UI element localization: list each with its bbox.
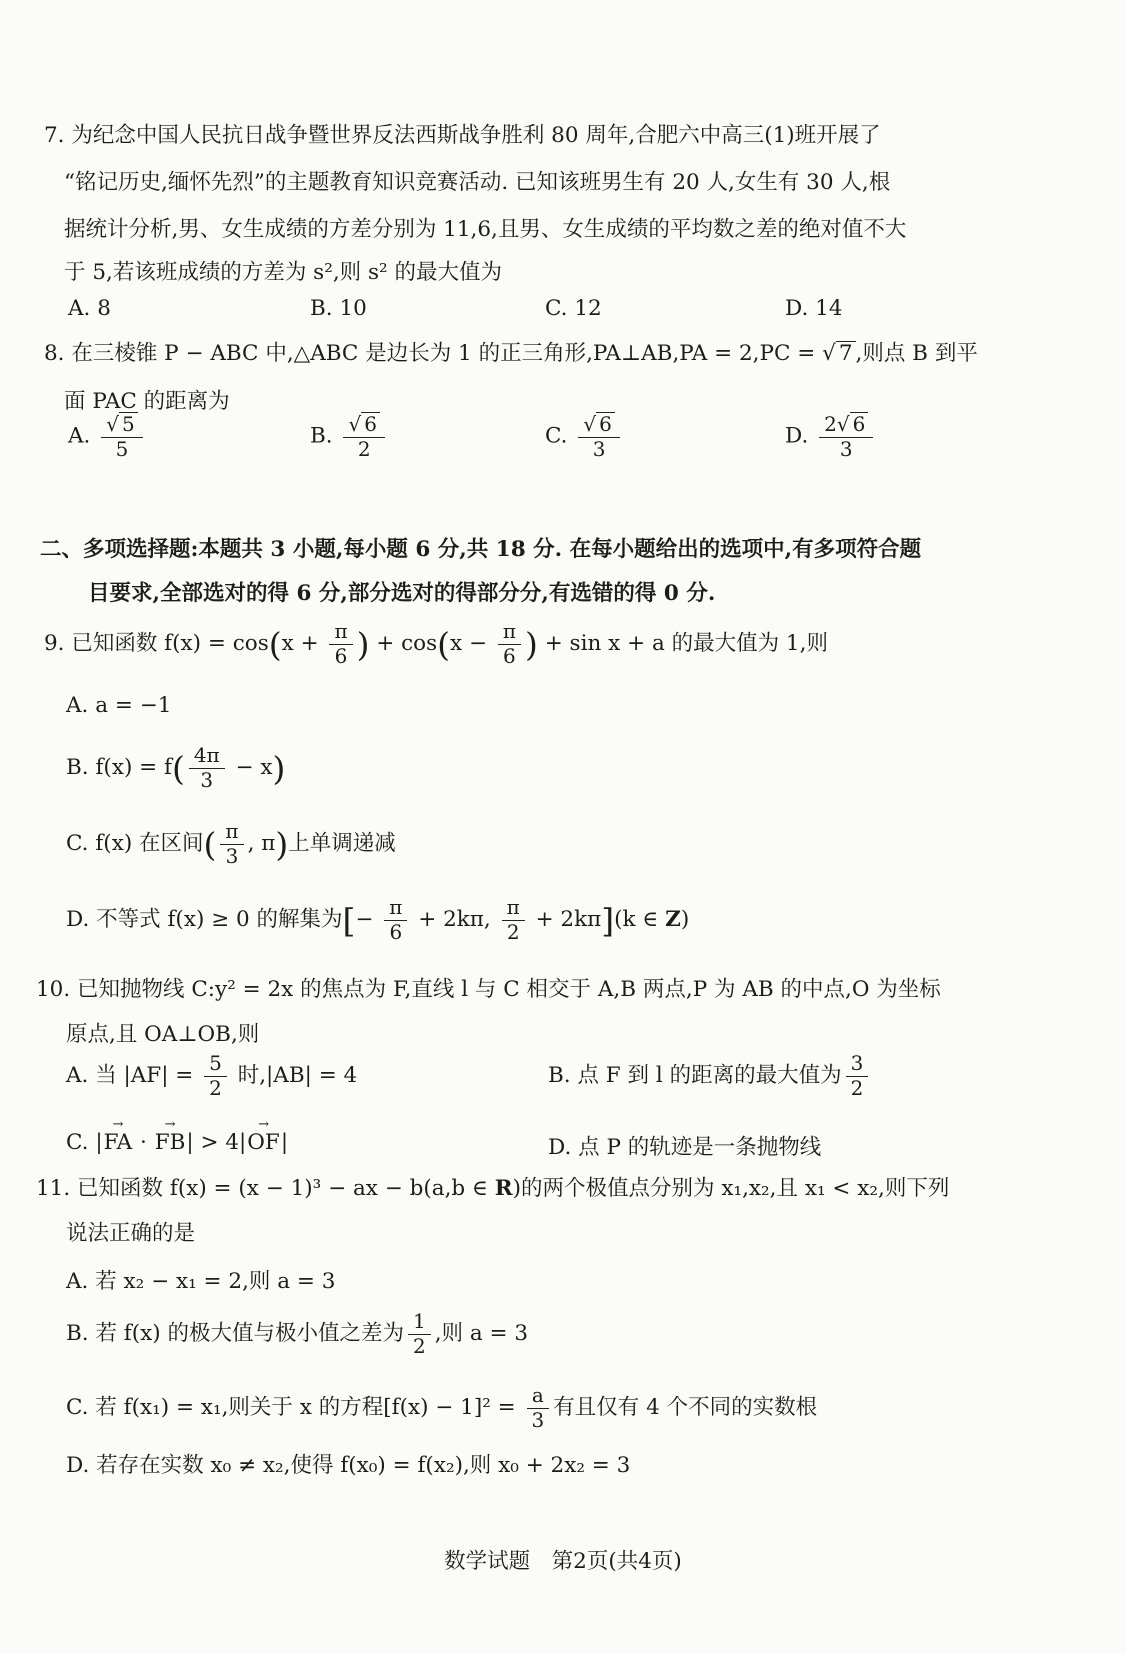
denominator: 6 (389, 919, 403, 944)
q11-option-b (66, 1310, 528, 1358)
q7-option-a: A. 8 (68, 296, 111, 321)
q8-option-a (68, 412, 147, 461)
fraction (408, 1310, 431, 1358)
q8-option-c (545, 412, 624, 461)
q10-options-row-1 (0, 1052, 1126, 1122)
numerator: π (329, 620, 352, 645)
q9-option-b (66, 744, 285, 792)
numerator: 5 (204, 1052, 227, 1077)
numerator: π (384, 896, 407, 921)
q7-line-1: 7. 为纪念中国人民抗日战争暨世界反法西斯战争胜利 80 周年,合肥六中高三(1)班开展了 (44, 123, 881, 148)
denominator: 2 (506, 919, 520, 944)
option-text: + 2kπ (528, 907, 602, 933)
sqrt-radical (822, 341, 855, 366)
denominator: 2 (209, 1075, 222, 1100)
option-text: A. 当 |AF| = (66, 1063, 201, 1089)
numerator: π (498, 620, 521, 645)
q7-line-2: “铭记历史,缅怀先烈”的主题教育知识竞赛活动. 已知该班男生有 20 人,女生有 30 人,根 (64, 170, 891, 195)
q8-text-a: 8. 在三棱锥 P − ABC 中,△ABC 是边长为 1 的正三角形,PA⊥AB,PA = 2,PC = (44, 341, 823, 366)
q11-line-2: 说法正确的是 (66, 1221, 196, 1246)
numerator: 5 (119, 412, 138, 435)
q7-line-3: 据统计分析,男、女生成绩的方差分别为 11,6,且男、女生成绩的平均数之差的绝对值不大 (64, 217, 907, 242)
fraction (578, 412, 619, 461)
denominator: 2 (850, 1075, 864, 1100)
q9-text-3: + cos (369, 631, 438, 657)
q9-stem (44, 620, 828, 668)
q9-option-d (66, 896, 689, 944)
q11-option-a: A. 若 x₂ − x₁ = 2,则 a = 3 (66, 1269, 336, 1294)
q7-line-4: 于 5,若该班成绩的方差为 s²,则 s² 的最大值为 (64, 260, 502, 285)
fraction (527, 1384, 550, 1432)
fraction (204, 1052, 227, 1100)
fraction (819, 412, 873, 461)
numerator: 6 (361, 412, 380, 435)
sqrt-radical (837, 412, 868, 436)
q8-line-1 (44, 340, 978, 368)
denominator: 3 (592, 436, 606, 461)
option-text: 时,|AB| = 4 (230, 1063, 358, 1089)
q8-option-d (785, 412, 877, 461)
fraction (329, 620, 352, 668)
q7-option-b: B. 10 (310, 296, 367, 321)
option-text: 上单调递减 (288, 831, 396, 857)
option-text: B. 点 F 到 l 的距离的最大值为 (548, 1063, 842, 1089)
fraction (101, 412, 142, 461)
numerator: π (220, 820, 243, 845)
q10-option-c (66, 1130, 288, 1155)
option-text: , π (247, 831, 276, 857)
denominator: 3 (200, 767, 214, 792)
denominator: 3 (531, 1407, 545, 1432)
q8-text-b: ,则点 B 到平 (855, 341, 978, 366)
denominator: 3 (225, 843, 239, 868)
option-text: C. f(x) 在区间 (66, 831, 204, 857)
section-2-header-line-2: 目要求,全部选对的得 6 分,部分选对的得部分分,有选错的得 0 分. (88, 581, 716, 606)
denominator: 3 (839, 436, 853, 461)
denominator: 5 (115, 436, 129, 461)
option-text: D. 不等式 f(x) ≥ 0 的解集为 (66, 907, 343, 933)
vector-FB: → FB (154, 1130, 187, 1155)
option-text: | (280, 1130, 289, 1155)
q7-option-d: D. 14 (785, 296, 843, 321)
option-label: C. (545, 423, 568, 449)
numerator: 6 (596, 412, 615, 435)
option-label: A. (68, 423, 91, 449)
q10-line-2: 原点,且 OA⊥OB,则 (66, 1022, 260, 1047)
option-text: (k ∈ (614, 907, 666, 933)
numerator: a (527, 1384, 549, 1409)
q11-text-a: 11. 已知函数 f(x) = (x − 1)³ − ax − b(a,b ∈ (36, 1176, 495, 1201)
denominator: 6 (334, 643, 348, 668)
fraction (846, 1052, 869, 1100)
coefficient: 2 (824, 412, 837, 436)
denominator: 2 (357, 436, 371, 461)
q9-text-4: x − (450, 631, 494, 657)
numerator: 1 (408, 1310, 431, 1335)
q11-line-1 (36, 1175, 949, 1203)
q9-text-5: + sin x + a 的最大值为 1,则 (537, 631, 828, 657)
option-text: B. f(x) = f (66, 755, 172, 781)
option-text: B. 若 f(x) 的极大值与极小值之差为 (66, 1321, 404, 1347)
page-footer: 数学试题 第2页(共4页) (444, 1549, 682, 1574)
option-text: − (355, 907, 381, 933)
option-text: C. | (66, 1130, 103, 1155)
q11-option-d: D. 若存在实数 x₀ ≠ x₂,使得 f(x₀) = f(x₂),则 x₀ + 2x₂ = 3 (66, 1453, 631, 1478)
q11-option-c (66, 1384, 817, 1432)
q10-option-d: D. 点 P 的轨迹是一条抛物线 (548, 1135, 822, 1160)
q8-option-b (310, 412, 389, 461)
option-text: 有且仅有 4 个不同的实数根 (553, 1395, 818, 1421)
option-text: + 2kπ, (411, 907, 498, 933)
option-text: | > 4| (186, 1130, 247, 1155)
fraction (384, 896, 407, 944)
q10-option-b (548, 1052, 872, 1100)
option-label: B. (310, 423, 333, 449)
fraction (502, 896, 525, 944)
q9-text-2: x + (281, 631, 326, 657)
option-label: D. (785, 423, 809, 449)
q8-radicand: 7 (836, 341, 856, 366)
sqrt-radical (348, 412, 379, 436)
q10-line-1: 10. 已知抛物线 C:y² = 2x 的焦点为 F,直线 l 与 C 相交于 A,B 两点,P 为 AB 的中点,O 为坐标 (36, 977, 941, 1002)
q11-text-b: )的两个极值点分别为 x₁,x₂,且 x₁ < x₂,则下列 (512, 1176, 950, 1201)
fraction (189, 744, 225, 792)
q9-text-1: 9. 已知函数 f(x) = cos (44, 631, 269, 657)
integer-set-symbol: Z (665, 907, 681, 933)
vector-OF: → OF (246, 1130, 281, 1155)
denominator: 2 (413, 1333, 426, 1358)
real-set-symbol: R (494, 1176, 513, 1201)
sqrt-radical (106, 412, 137, 436)
q9-option-a: A. a = −1 (66, 693, 172, 718)
option-text: − x (228, 755, 273, 781)
numerator: 4π (189, 744, 225, 769)
sqrt-radical (583, 412, 614, 436)
q9-option-c (66, 820, 396, 868)
q8-options (0, 412, 1126, 482)
fraction (343, 412, 384, 461)
option-text: C. 若 f(x₁) = x₁,则关于 x 的方程[f(x) − 1]² = (66, 1395, 523, 1421)
denominator: 6 (503, 643, 516, 668)
q7-option-c: C. 12 (545, 296, 602, 321)
fraction (220, 820, 243, 868)
vector-FA: → FA (103, 1130, 134, 1155)
numerator: 3 (846, 1052, 869, 1077)
option-text: ,则 a = 3 (434, 1321, 529, 1347)
option-text: ) (680, 907, 690, 933)
option-text: · (133, 1130, 154, 1155)
fraction (498, 620, 521, 668)
q8-line-2: 面 PAC 的距离为 (64, 389, 230, 414)
numerator: 6 (850, 412, 869, 435)
q10-option-a (66, 1052, 357, 1100)
section-2-header-line-1: 二、多项选择题:本题共 3 小题,每小题 6 分,共 18 分. 在每小题给出的选项中,有多项符合题 (40, 537, 922, 562)
numerator: π (502, 896, 525, 921)
